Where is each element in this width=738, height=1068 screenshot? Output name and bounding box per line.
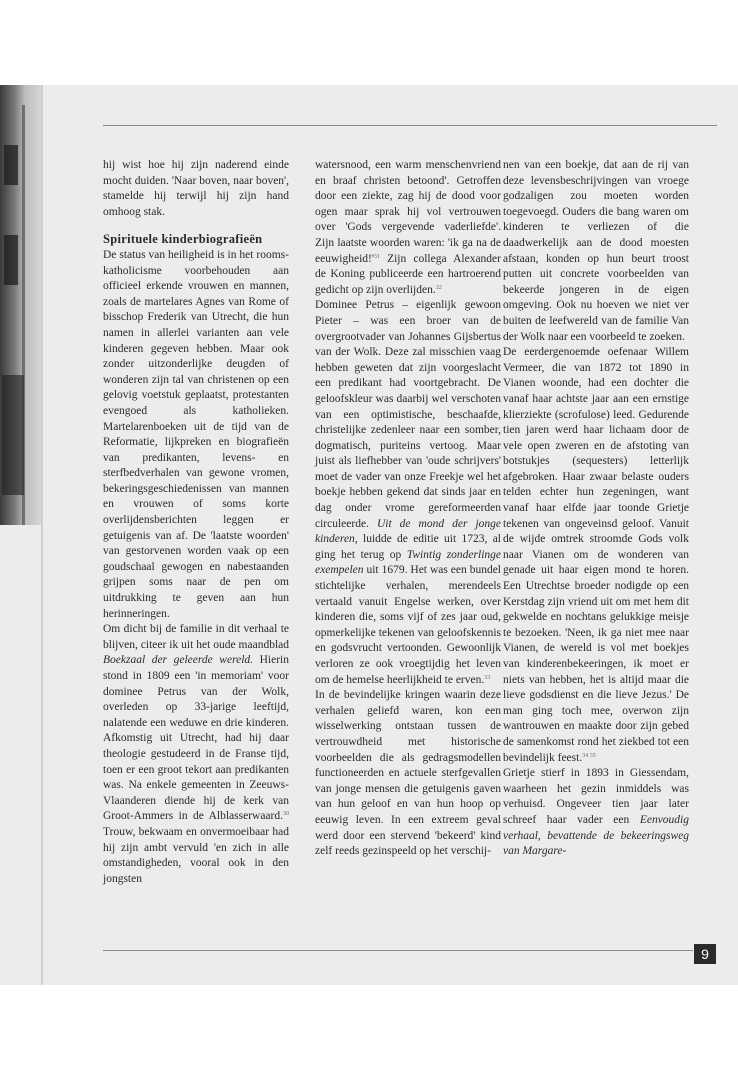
paragraph: nen van een boekje, dat aan de rij van deze levensbeschrijvingen van vroege godzaligen zou moeten worden toegevoegd. Ouders die bang waren om kinderen te verliezen of die daadwerkelijk aan de dood moesten afstaan, konden op hun beurt troost putten uit concrete voorbeelden van bekeerde jongeren in de eigen omgeving. Ook nu hoeven we niet ver buiten de leefwereld van de familie Van der Wolk naar een voorbeeld te zoeken. <box>503 159 689 343</box>
paragraph: watersnood, een warm menschenvriend en braaf christen betoond'. Getroffen door een ziekte, zag hij de dood voor ogen maar sprak hij vol vertrouwen over 'Gods vergevende vaderliefde'. Zijn laatste woorden waren: 'ik ga na de $eeuwigheid!'^{31}$ Zijn collega Alexander de Koning publiceerde een hartroerend gedicht op zijn overlijden.$^{32}$ <box>315 159 501 296</box>
footnote-ref: 34 35 <box>582 752 596 759</box>
footnote-ref: 30 <box>283 811 289 818</box>
paragraph: De eerdergenoemde oefenaar Willem Vermeer, die van 1872 tot 1890 in Vianen woonde, had een dochter die vanaf haar achtste jaar aan een ernstige klierziekte (scrofulose) leed. Gedurende tien jaren werd haar lichaam door de vele open zweren en de afstoting van botstukjes (sequesters) letterlijk afgebroken. Haar zwaar belaste ouders telden echter hun zegeningen, want vanaf haar elfde jaar toonde Grietje tekenen van ongeveinsd geloof. Vanuit de wijde omtrek stroomde Gods volk naar Vianen om de wonderen van genade uit haar eigen mond te horen. Een Utrechtse broeder nodigde op een Kerstdag zijn vriend uit om met hem dit gekwelde en nochtans gelukkige meisje te bezoeken. 'Neen, ik ga niet mee naar Vianen, de wereld is vol met boekjes van kinderenbekeeringen, ik moet er niets van hebben, het is altijd maar die lieve godsdienst en die lieve Jezus.' De man ging toch mee, overwon zijn wantrouwen en maakte door zijn gebed de samenkomst rond het ziekbed tot een bevindelijk feest.$^{34 35}$ <box>503 346 689 764</box>
paragraph: Om dicht bij de familie in dit verhaal te blijven, citeer ik uit het oude maandblad Boekzaal der geleerde wereld. Hierin stond in 1809 een 'in memoriam' voor dominee Petrus van der Wolk, overleden op 33-jarige leeftijd, nalatende een weduwe en drie kinderen. Afkomstig uit Utrecht, had hij daar theologie gestudeerd in de Franse tijd, toen er een groot tekort aan predikanten was. Na enkele gemeenten in Zeeuws-Vlaanderen diende hij de kerk van Groot-Ammers in de Alblasserwaard.$^{30}$ Trouw, bekwaam en onvermoeibaar had hij zijn ambt vervuld 'en zich in alle omstandigheden, vooral ook in den jongsten <box>103 623 289 885</box>
section-heading: Spirituele kinderbiografieën <box>103 232 263 247</box>
paragraph: Grietje stierf in 1893 in Giessendam, waarheen het gezin inmiddels was verhuisd. Ongeveer tien jaar later schreef haar vader een Eenvoudig verhaal, bevattende de bekeeringsweg van Margare- <box>503 767 689 858</box>
publication-title: Boekzaal der geleerde wereld. <box>103 654 254 667</box>
footnote-ref: 32 <box>435 284 442 291</box>
page-number: 9 <box>694 944 716 964</box>
photo-window-shape <box>4 235 18 285</box>
photo-figure-shape <box>2 375 24 495</box>
paragraph: De status van heiligheid is in het rooms-katholicisme voorbehouden aan officieel erkende vrouwen en mannen, zoals de martelares Agnes van Rome of bisschop Frederik van Utrecht, die hun namen in allerlei varianten aan vele kinderen gegeven hebben. Maar ook zonder uitzonderlijke deugden of wonderen zijn tal van christenen op een gelovig voetstuk geplaatst, protestanten evengoed als katholieken. Martelarenboeken uit de tijd van de Reformatie, lijkpreken en biografieën van predikanten, levens- en sterfbedverhalen van gewone vromen, bekeringsgeschiedenissen van mannen en vrouwen of soms korte overlijdensberichten leggen er getuigenis van af. De 'laatste woorden' van gestorvenen worden vaak op een goudschaal gewogen en nabestaanden grijpen soms naar de pen om uitdrukking te geven aan hun herinneringen. <box>103 248 289 620</box>
footnote-ref: 33 <box>484 674 491 681</box>
footnote-ref: 31 <box>373 253 380 260</box>
text-column-1 <box>103 158 289 887</box>
paragraph: Dominee Petrus – eigenlijk gewoon Pieter – was een broer van de overgrootvader van Johannes Gijsbertus van der Wolk. Deze zal misschien vaag hebben geweten dat zijn voorgeslacht een predikant had voortgebracht. De geloofskleur was daarbij wel verschoten van een optimistische, beschaafde, christelijke zedenleer naar een somber, dogmatisch, puriteins vertoog. Maar juist als liefhebber van 'oude schrijvers' moet de vader van onze Freekje wel het boekje hebben gekend dat sinds jaar en dag onder vrome gereformeerden circuleerde. Uit de mond der jonge kinderen, luidde de editie uit 1723, al ging het terug op Twintig zonderlinge exempelen uit 1679. Het was een bundel stichtelijke verhalen, merendeels vertaald vanuit Engelse werken, over kinderen die, soms vijf of zes jaar oud, opmerkelijke tekenen van geloofskennis en godsvrucht vertoonden. Gewoonlijk verloren ze ook vroegtijdig het leven om de hemelse heerlijkheid te erven.$^{33}$ <box>315 299 502 686</box>
top-rule <box>103 125 717 126</box>
book-title: Twintig zonderlinge exempelen <box>315 548 501 577</box>
page-spine <box>41 85 43 985</box>
adjacent-page-photo <box>0 85 42 525</box>
photo-window-shape <box>4 145 18 185</box>
book-title: Uit de mond der jonge kinderen, <box>315 517 502 546</box>
photo-post-shape <box>22 105 25 525</box>
text-column-3 <box>503 158 689 860</box>
bottom-rule <box>103 950 693 951</box>
text-column-2 <box>315 158 501 860</box>
paragraph: hij wist hoe hij zijn naderend einde mocht duiden. 'Naar boven, naar boven', stamelde hij terwijl hij zijn hand omhoog stak. <box>103 159 289 218</box>
book-title: Eenvoudig verhaal, bevattende de bekeeringsweg van Margare- <box>503 813 689 858</box>
paragraph: In de bevindelijke kringen waarin deze verhalen geliefd waren, kon een wisselwerking ontstaan tussen de vertrouwdheid met historische voorbeelden die als gedragsmodellen functioneerden en actuele sterfgevallen van jonge mensen die getuigenis gaven van hun geloof en van hun hoop op eeuwig leven. In een extreem geval werd door een stervend 'bekeerd' kind zelf reeds gezinspeeld op het verschij- <box>315 689 501 858</box>
